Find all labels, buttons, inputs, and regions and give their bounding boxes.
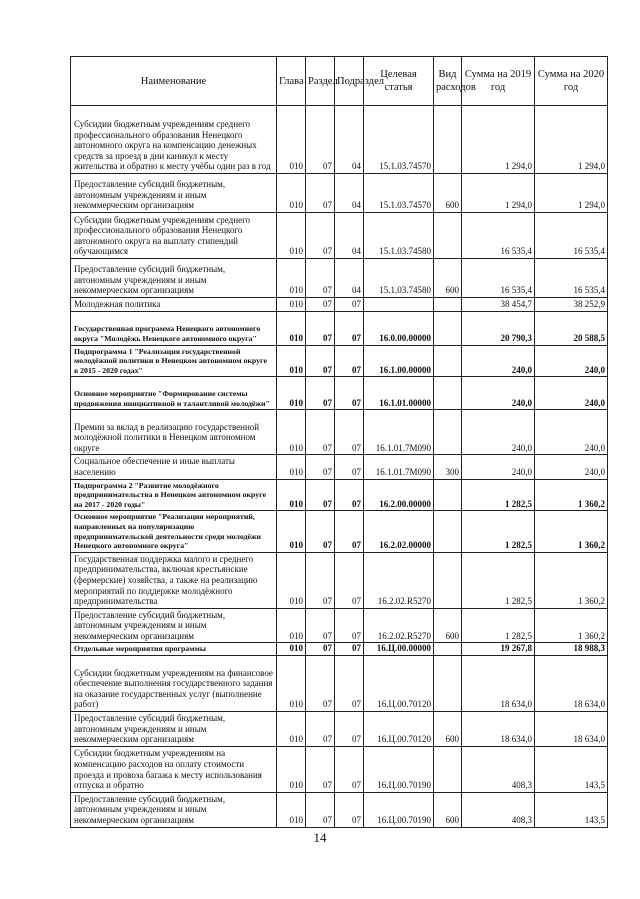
row-name: Предоставление субсидий бюджетным, автономным учреждениям и иным некоммерческим организациям [71, 712, 277, 747]
table-row [71, 746, 608, 792]
row-kind [434, 213, 462, 259]
row-target: 16.2.02.00000 [364, 511, 434, 552]
row-sum-2019: 1 282,5 [462, 552, 535, 608]
row-sum-2019: 1 294,0 [462, 106, 535, 174]
row-target: 16.1.00.00000 [364, 345, 434, 377]
header-chapter: Глава [277, 57, 306, 106]
row-name: Субсидии бюджетным учреждениям среднего профессионального образования Ненецкого автономного округа на компенсацию денежных средств за проезд в дни каникул к месту жительства и обратно к месту учёбы один раз в год [71, 106, 277, 174]
row-sum-2019: 20 790,3 [462, 311, 535, 345]
header-section: Раздел [306, 57, 335, 106]
row-sum-2020: 20 588,5 [535, 311, 608, 345]
row-kind [434, 377, 462, 410]
table-row [71, 792, 608, 827]
row-sum-2020: 18 634,0 [535, 656, 608, 712]
row-target: 16.Ц.00.70120 [364, 712, 434, 747]
row-sum-2019: 18 634,0 [462, 712, 535, 747]
row-subsection: 07 [335, 410, 364, 455]
row-chapter: 010 [277, 259, 306, 298]
row-name: Предоставление субсидий бюджетным, автономным учреждениям и иным некоммерческим организациям [71, 259, 277, 298]
table-row [71, 174, 608, 213]
row-chapter: 010 [277, 345, 306, 377]
row-target: 16.2.02.R5270 [364, 608, 434, 643]
table-row [71, 643, 608, 656]
row-sum-2019: 38 454,7 [462, 298, 535, 312]
row-chapter: 010 [277, 106, 306, 174]
row-chapter: 010 [277, 792, 306, 827]
header-subsection: Подраздел [335, 57, 364, 106]
table-row [71, 455, 608, 479]
row-sum-2019: 408,3 [462, 792, 535, 827]
row-section: 07 [306, 213, 335, 259]
row-sum-2020: 1 360,2 [535, 608, 608, 643]
table-row [71, 511, 608, 552]
row-name: Субсидии бюджетным учреждениям среднего профессионального образования Ненецкого автономного округа на выплату стипендий обучающимся [71, 213, 277, 259]
row-section: 07 [306, 656, 335, 712]
row-chapter: 010 [277, 377, 306, 410]
row-subsection: 04 [335, 213, 364, 259]
table-row [71, 608, 608, 643]
row-name: Подпрограмма 1 "Реализация государственной молодёжной политики в Ненецком автономном округе в 2015 - 2020 годах" [71, 345, 277, 377]
row-chapter: 010 [277, 174, 306, 213]
table-row [71, 213, 608, 259]
row-section: 07 [306, 608, 335, 643]
row-name: Предоставление субсидий бюджетным, автономным учреждениям и иным некоммерческим организациям [71, 608, 277, 643]
row-target: 16.2.02.R5270 [364, 552, 434, 608]
row-section: 07 [306, 410, 335, 455]
row-name: Предоставление субсидий бюджетным, автономным учреждениям и иным некоммерческим организациям [71, 792, 277, 827]
row-target: 16.2.00.00000 [364, 479, 434, 511]
row-subsection: 07 [335, 298, 364, 312]
row-target: 16.1.01.00000 [364, 377, 434, 410]
row-name: Отдельные мероприятия программы [71, 643, 277, 656]
row-section: 07 [306, 455, 335, 479]
row-kind: 600 [434, 792, 462, 827]
row-target: 15.1.03.74570 [364, 106, 434, 174]
row-subsection: 04 [335, 259, 364, 298]
row-kind [434, 106, 462, 174]
row-target: 16.1.01.7М090 [364, 410, 434, 455]
page-number: 14 [313, 830, 327, 845]
row-sum-2020: 1 360,2 [535, 552, 608, 608]
header-kind: Вид расходов [434, 57, 462, 106]
row-sum-2020: 240,0 [535, 345, 608, 377]
row-sum-2019: 408,3 [462, 746, 535, 792]
row-subsection: 07 [335, 552, 364, 608]
row-name: Основное мероприятие "Формирование системы продвижения инициативной и талантливой молодёжи" [71, 377, 277, 410]
table-row [71, 656, 608, 712]
row-section: 07 [306, 746, 335, 792]
table-row [71, 712, 608, 747]
row-sum-2019: 1 294,0 [462, 174, 535, 213]
row-kind [434, 643, 462, 656]
row-subsection: 07 [335, 455, 364, 479]
row-section: 07 [306, 174, 335, 213]
row-chapter: 010 [277, 213, 306, 259]
row-section: 07 [306, 511, 335, 552]
row-kind [434, 479, 462, 511]
row-sum-2019: 19 267,8 [462, 643, 535, 656]
row-target: 16.1.01.7М090 [364, 455, 434, 479]
row-section: 07 [306, 345, 335, 377]
row-target [364, 298, 434, 312]
row-sum-2019: 240,0 [462, 377, 535, 410]
row-target: 15.1.03.74570 [364, 174, 434, 213]
row-subsection: 04 [335, 106, 364, 174]
row-target: 15.1.03.74580 [364, 213, 434, 259]
row-target: 16.Ц.00.70120 [364, 656, 434, 712]
table-row [71, 298, 608, 312]
row-name: Молодежная политика [71, 298, 277, 312]
row-name: Предоставление субсидий бюджетным, автономным учреждениям и иным некоммерческим организациям [71, 174, 277, 213]
row-target: 16.Ц.00.00000 [364, 643, 434, 656]
row-chapter: 010 [277, 656, 306, 712]
row-target: 16.Ц.00.70190 [364, 792, 434, 827]
row-kind: 300 [434, 455, 462, 479]
row-sum-2020: 1 294,0 [535, 106, 608, 174]
row-subsection: 04 [335, 174, 364, 213]
row-sum-2020: 240,0 [535, 410, 608, 455]
row-section: 07 [306, 377, 335, 410]
row-sum-2020: 240,0 [535, 455, 608, 479]
table-header-row [71, 57, 608, 106]
row-name: Премии за вклад в реализацию государственной молодёжной политики в Ненецком автономном округе [71, 410, 277, 455]
row-subsection: 07 [335, 479, 364, 511]
header-target: Целевая статья [364, 57, 434, 106]
row-target: 15.1.03.74580 [364, 259, 434, 298]
table-row [71, 552, 608, 608]
row-subsection: 07 [335, 377, 364, 410]
row-sum-2019: 1 282,5 [462, 479, 535, 511]
row-chapter: 010 [277, 479, 306, 511]
row-sum-2020: 38 252,9 [535, 298, 608, 312]
row-chapter: 010 [277, 608, 306, 643]
row-sum-2019: 240,0 [462, 345, 535, 377]
table-row [71, 311, 608, 345]
row-kind: 600 [434, 259, 462, 298]
row-sum-2019: 16 535,4 [462, 259, 535, 298]
row-sum-2020: 1 294,0 [535, 174, 608, 213]
row-subsection: 07 [335, 311, 364, 345]
row-name: Основное мероприятие "Реализация мероприятий, направленных на популяризацию предпринимательской деятельности среди молодёжи Ненецкого автономного округа" [71, 511, 277, 552]
row-subsection: 07 [335, 643, 364, 656]
row-section: 07 [306, 479, 335, 511]
row-chapter: 010 [277, 712, 306, 747]
row-sum-2019: 1 282,5 [462, 511, 535, 552]
row-sum-2019: 240,0 [462, 455, 535, 479]
row-sum-2020: 143,5 [535, 792, 608, 827]
row-kind: 600 [434, 174, 462, 213]
row-sum-2020: 1 360,2 [535, 511, 608, 552]
row-subsection: 07 [335, 712, 364, 747]
row-kind [434, 298, 462, 312]
row-sum-2020: 143,5 [535, 746, 608, 792]
budget-table [70, 56, 608, 828]
row-sum-2020: 18 634,0 [535, 712, 608, 747]
row-section: 07 [306, 712, 335, 747]
row-section: 07 [306, 792, 335, 827]
row-kind [434, 746, 462, 792]
row-subsection: 07 [335, 511, 364, 552]
header-sum-2019: Сумма на 2019 год [462, 57, 535, 106]
table-row [71, 106, 608, 174]
row-name: Государственная поддержка малого и среднего предпринимательства, включая крестьянские (фермерские) хозяйства, а также на реализацию мероприятий по поддержке молодёжного предпринимательства [71, 552, 277, 608]
row-target: 16.Ц.00.70190 [364, 746, 434, 792]
row-name: Субсидии бюджетным учреждениям на компенсацию расходов на оплату стоимости проезда и провоза багажа к месту использования отпуска и обратно [71, 746, 277, 792]
row-sum-2020: 240,0 [535, 377, 608, 410]
row-section: 07 [306, 259, 335, 298]
table-row [71, 259, 608, 298]
row-sum-2019: 18 634,0 [462, 656, 535, 712]
row-kind [434, 345, 462, 377]
row-chapter: 010 [277, 410, 306, 455]
row-chapter: 010 [277, 455, 306, 479]
row-section: 07 [306, 106, 335, 174]
row-name: Социальное обеспечение и иные выплаты населению [71, 455, 277, 479]
row-section: 07 [306, 643, 335, 656]
row-chapter: 010 [277, 746, 306, 792]
table-row [71, 479, 608, 511]
row-kind: 600 [434, 712, 462, 747]
row-target: 16.0.00.00000 [364, 311, 434, 345]
table-row [71, 345, 608, 377]
row-sum-2020: 16 535,4 [535, 213, 608, 259]
row-sum-2019: 1 282,5 [462, 608, 535, 643]
row-kind [434, 656, 462, 712]
row-name: Государственная программа Ненецкого автономного округа "Молодёжь Ненецкого автономного округа" [71, 311, 277, 345]
row-name: Подпрограмма 2 "Развитие молодёжного предпринимательства в Ненецком автономном округе на 2017 - 2020 годы" [71, 479, 277, 511]
row-sum-2020: 16 535,4 [535, 259, 608, 298]
row-name: Субсидии бюджетным учреждениям на финансовое обеспечение выполнения государственного задания на оказание государственных услуг (выполнение работ) [71, 656, 277, 712]
row-chapter: 010 [277, 511, 306, 552]
row-chapter: 010 [277, 552, 306, 608]
row-subsection: 07 [335, 792, 364, 827]
row-subsection: 07 [335, 656, 364, 712]
header-sum-2020: Сумма на 2020 год [535, 57, 608, 106]
row-kind [434, 410, 462, 455]
row-kind: 600 [434, 608, 462, 643]
row-sum-2020: 18 988,3 [535, 643, 608, 656]
row-kind [434, 511, 462, 552]
table-row [71, 377, 608, 410]
row-section: 07 [306, 311, 335, 345]
row-section: 07 [306, 298, 335, 312]
row-kind [434, 552, 462, 608]
row-sum-2020: 1 360,2 [535, 479, 608, 511]
row-kind [434, 311, 462, 345]
row-chapter: 010 [277, 643, 306, 656]
row-sum-2019: 240,0 [462, 410, 535, 455]
table-row [71, 410, 608, 455]
row-subsection: 07 [335, 345, 364, 377]
row-chapter: 010 [277, 311, 306, 345]
row-chapter: 010 [277, 298, 306, 312]
row-subsection: 07 [335, 746, 364, 792]
row-subsection: 07 [335, 608, 364, 643]
row-section: 07 [306, 552, 335, 608]
row-sum-2019: 16 535,4 [462, 213, 535, 259]
header-name: Наименование [71, 57, 277, 106]
table-body [71, 106, 608, 828]
